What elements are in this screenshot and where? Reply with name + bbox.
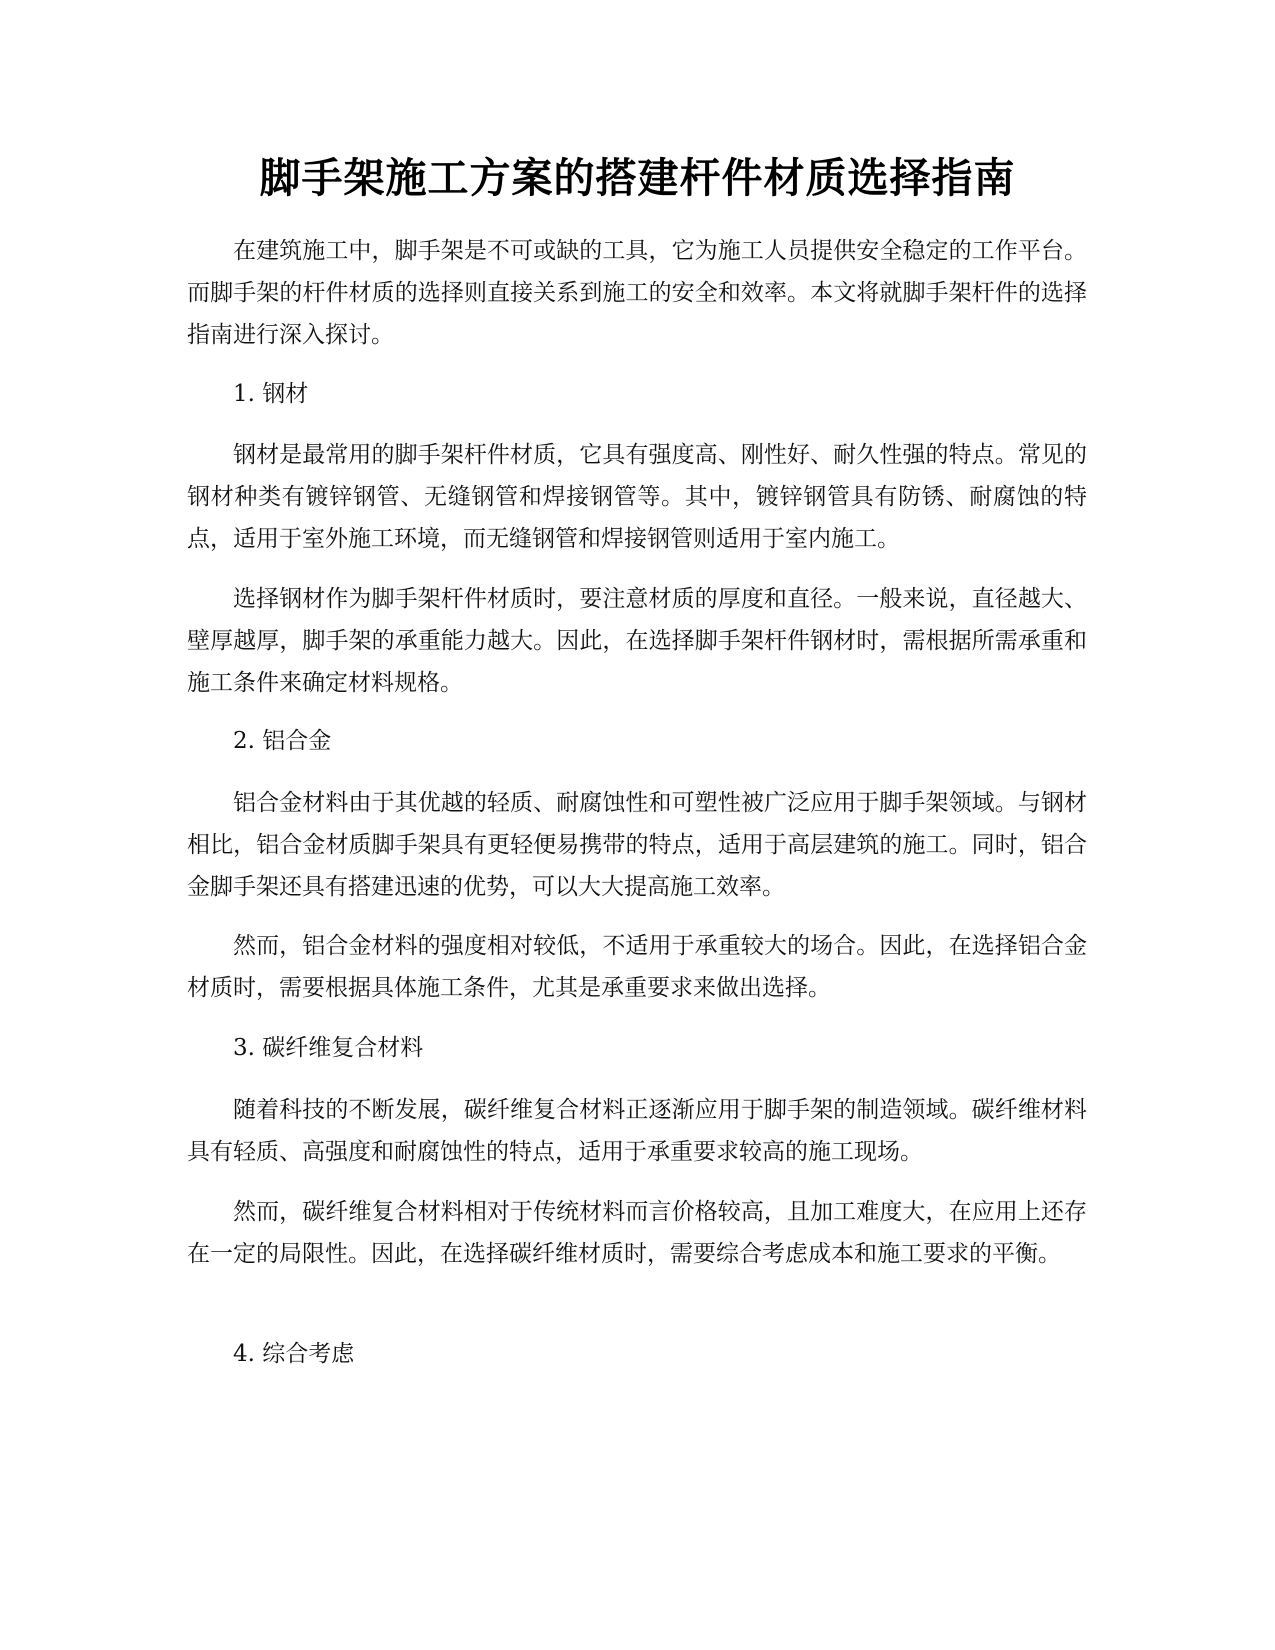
paragraph-carbon-fiber-2: 然而，碳纤维复合材料相对于传统材料而言价格较高，且加工难度大，在应用上还存在一定的局限性。因此，在选择碳纤维材质时，需要综合考虑成本和施工要求的平衡。 <box>187 1199 1087 1267</box>
paragraph-carbon-fiber-1: 随着科技的不断发展，碳纤维复合材料正逐渐应用于脚手架的制造领域。碳纤维材料具有轻质、高强度和耐腐蚀性的特点，适用于承重要求较高的施工现场。 <box>187 1097 1087 1165</box>
paragraph-aluminum-1: 铝合金材料由于其优越的轻质、耐腐蚀性和可塑性被广泛应用于脚手架领域。与钢材相比，铝合金材质脚手架具有更轻便易携带的特点，适用于高层建筑的施工。同时，铝合金脚手架还具有搭建迅速的优势，可以大大提高施工效率。 <box>187 790 1087 900</box>
paragraph-steel-2: 选择钢材作为脚手架杆件材质时，要注意材质的厚度和直径。一般来说，直径越大、壁厚越厚，脚手架的承重能力越大。因此，在选择脚手架杆件钢材时，需根据所需承重和施工条件来确定材料规格。 <box>187 586 1087 696</box>
paragraph-steel-1: 钢材是最常用的脚手架杆件材质，它具有强度高、刚性好、耐久性强的特点。常见的钢材种类有镀锌钢管、无缝钢管和焊接钢管等。其中，镀锌钢管具有防锈、耐腐蚀的特点，适用于室外施工环境，而无缝钢管和焊接钢管则适用于室内施工。 <box>187 442 1087 552</box>
section-heading-carbon-fiber: 3. 碳纤维复合材料 <box>233 1035 424 1061</box>
section-heading-steel: 1. 钢材 <box>233 381 309 407</box>
section-heading-overall: 4. 综合考虑 <box>233 1341 355 1367</box>
section-heading-aluminum: 2. 铝合金 <box>233 728 332 754</box>
intro-paragraph: 在建筑施工中，脚手架是不可或缺的工具，它为施工人员提供安全稳定的工作平台。而脚手架的杆件材质的选择则直接关系到施工的安全和效率。本文将就脚手架杆件的选择指南进行深入探讨。 <box>187 238 1087 348</box>
document-title: 脚手架施工方案的搭建杆件材质选择指南 <box>259 154 1016 202</box>
paragraph-aluminum-2: 然而，铝合金材料的强度相对较低，不适用于承重较大的场合。因此，在选择铝合金材质时，需要根据具体施工条件，尤其是承重要求来做出选择。 <box>187 933 1087 1001</box>
